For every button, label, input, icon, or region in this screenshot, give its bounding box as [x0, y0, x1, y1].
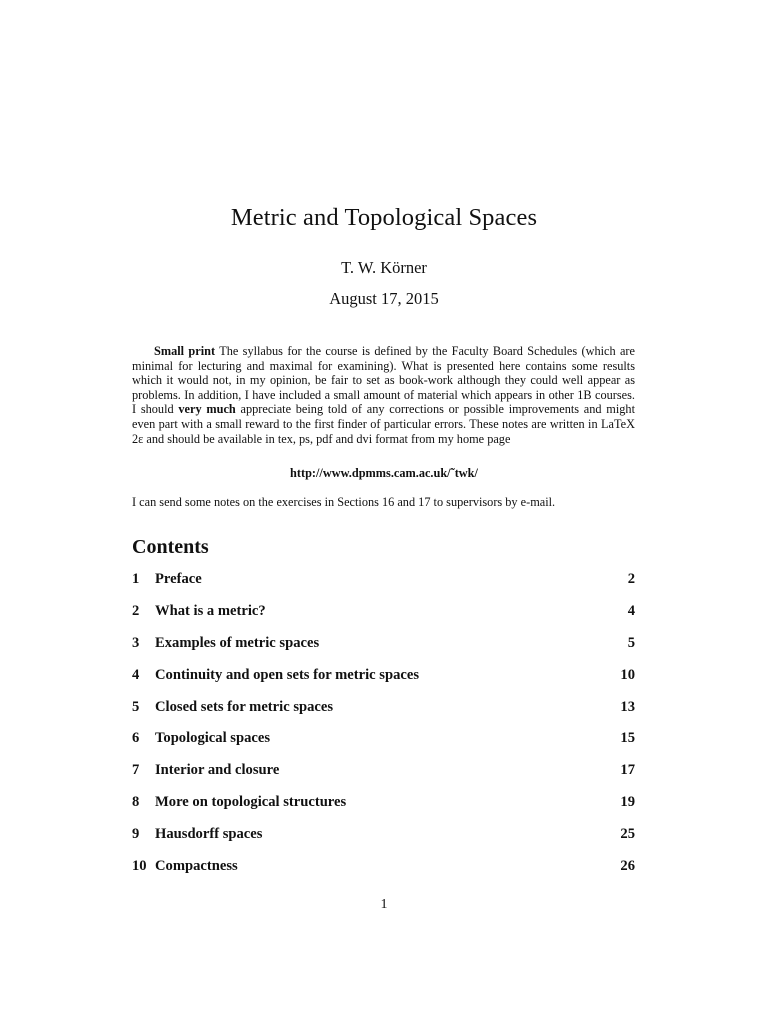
toc-entry-page: 15 [620, 730, 635, 747]
toc-entry-page: 4 [627, 602, 635, 619]
toc-entry-page: 25 [620, 826, 635, 843]
toc-entry-number: 8 [132, 794, 140, 811]
small-print-lead: Small print [154, 344, 216, 358]
small-print-text-2: appreciate being told of any corrections or possible improvements and might even part with a small reward to the first finder of particular errors. These notes are written in [132, 402, 636, 431]
table-of-contents [132, 571, 635, 890]
toc-entry [132, 603, 635, 635]
toc-entry-number: 3 [132, 634, 140, 651]
page-number: 1 [380, 897, 388, 912]
toc-entry [132, 762, 635, 794]
toc-entry-number: 1 [132, 571, 140, 587]
small-print-text-1: The syllabus for the course is defined by the Faculty Board Schedules (which are minimal for lecturing and maximal for examining). What is presented here contains some results which it would not, in my opinion, be fair to set as book-work although they could well appear as problems. In addition, I have included a small amount of material which appears in other 1B courses. I should [132, 344, 635, 417]
toc-entry-number: 2 [132, 602, 140, 619]
toc-entry [132, 635, 635, 667]
toc-entry-page: 17 [620, 762, 635, 779]
toc-entry-number: 7 [132, 762, 140, 779]
home-page-url: http://www.dpmms.cam.ac.uk/˜twk/ [290, 466, 478, 480]
toc-entry-page: 13 [620, 698, 635, 715]
document-date: August 17, 2015 [329, 289, 439, 308]
toc-entry-title: What is a metric? [155, 602, 266, 619]
toc-entry-title: Compactness [155, 858, 238, 875]
toc-entry-title: Preface [155, 571, 202, 587]
toc-entry-title: Continuity and open sets for metric spaces [155, 666, 420, 683]
small-print-text-3: and should be available in tex, ps, pdf and dvi format from my home page [143, 431, 511, 446]
toc-entry-page: 26 [620, 858, 635, 875]
document-title: Metric and Topological Spaces [230, 204, 538, 231]
toc-entry-title: Topological spaces [155, 730, 271, 747]
latex-logo: LaTeX 2ε [132, 416, 635, 446]
toc-entry-number: 5 [132, 698, 140, 715]
contents-heading: Contents [132, 536, 209, 558]
toc-entry-title: Hausdorff spaces [155, 826, 263, 843]
toc-entry-number: 10 [132, 858, 147, 875]
toc-entry-page: 2 [627, 571, 635, 587]
toc-entry [132, 826, 635, 858]
email-note: I can send some notes on the exercises in Sections 16 and 17 to supervisors by e-mail. [132, 495, 556, 509]
document-author: T. W. Körner [341, 258, 427, 277]
toc-entry [132, 699, 635, 731]
toc-entry-page: 5 [627, 634, 635, 651]
toc-entry-title: Closed sets for metric spaces [155, 698, 334, 715]
toc-entry [132, 730, 635, 762]
toc-entry [132, 794, 635, 826]
toc-entry [132, 571, 635, 603]
toc-entry [132, 667, 635, 699]
toc-entry-number: 4 [132, 666, 140, 683]
toc-entry-number: 9 [132, 826, 140, 843]
toc-entry-number: 6 [132, 730, 140, 747]
toc-entry-title: More on topological structures [155, 794, 347, 811]
small-print-emphasis: very much [178, 402, 236, 417]
small-print-paragraph [132, 344, 635, 446]
toc-entry-page: 10 [620, 666, 635, 683]
toc-entry-page: 19 [620, 794, 635, 811]
toc-entry-title: Interior and closure [155, 762, 280, 779]
toc-entry [132, 858, 635, 890]
toc-entry-title: Examples of metric spaces [155, 634, 320, 651]
